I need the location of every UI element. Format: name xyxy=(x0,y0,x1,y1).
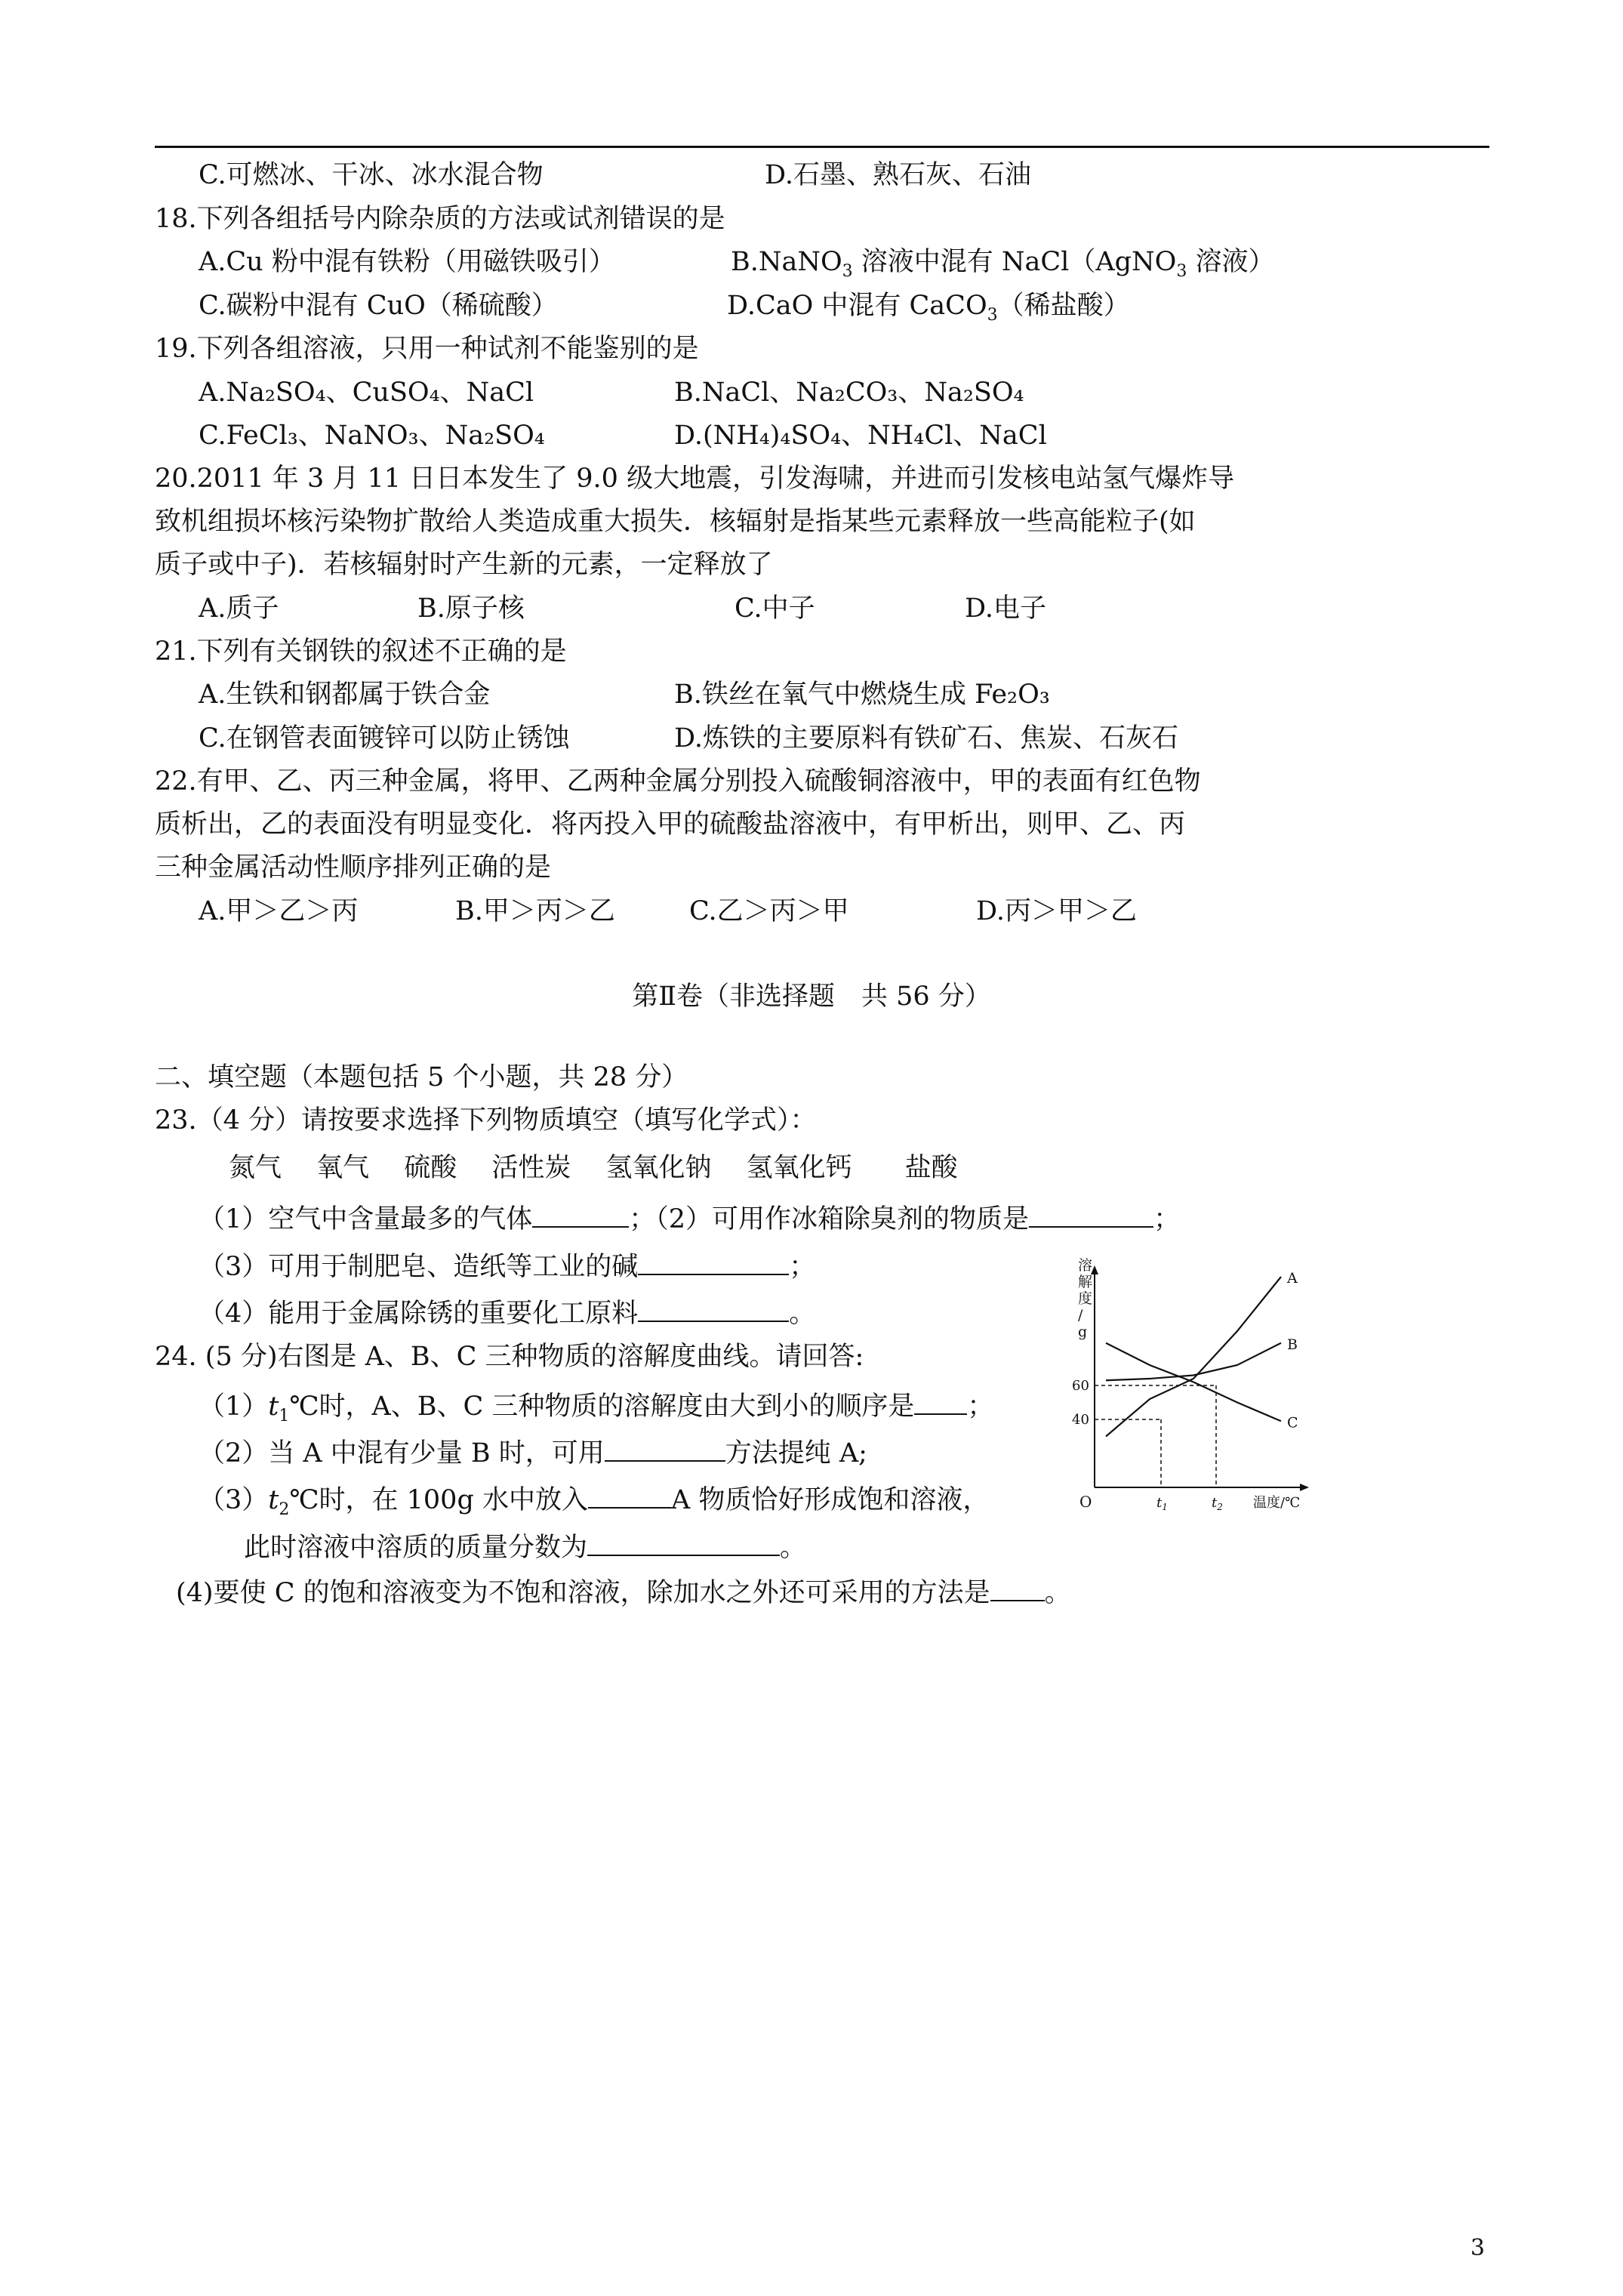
q18-option-a: A.Cu 粉中混有铁粉（用磁铁吸引） xyxy=(199,247,615,277)
q24-sub2: （2）当 A 中混有少量 B 时，可用 方法提纯 A; xyxy=(199,1435,867,1470)
solubility-chart xyxy=(1072,1253,1313,1510)
answer-blank[interactable] xyxy=(587,1529,780,1556)
q19-option-c: C.FeCl₃、NaNO₃、Na₂SO₄ xyxy=(199,421,545,451)
q20-option-d: D.电子 xyxy=(965,593,1046,624)
q22-line-2: 质析出，乙的表面没有明显变化．将丙投入甲的硫酸盐溶液中，有甲析出，则甲、乙、丙 xyxy=(155,809,1186,840)
y-axis-label-char: g xyxy=(1078,1324,1088,1340)
q18-option-c: C.碳粉中混有 CuO（稀硫酸） xyxy=(199,291,558,321)
q18-stem: 18.下列各组括号内除杂质的方法或试剂错误的是 xyxy=(155,204,725,234)
origin-label: O xyxy=(1079,1493,1092,1510)
y-axis-label-char: 解 xyxy=(1078,1274,1093,1290)
q20-option-c: C.中子 xyxy=(735,593,815,624)
x-tick-label: $t_1$ xyxy=(1156,1495,1168,1510)
q24-sub3: $(3)t_2℃$时，在 100g 水中放入 A 物质恰好形成饱和溶液， xyxy=(199,1481,989,1527)
q19-option-d: D.(NH₄)₄SO₄、NH₄Cl、NaCl xyxy=(674,421,1047,451)
q24-stem: 24. (5 分)右图是 A、B、C 三种物质的溶解度曲线。请回答: xyxy=(155,1342,864,1372)
q23-stem: 23.（4 分）请按要求选择下列物质填空（填写化学式）： xyxy=(155,1105,817,1136)
q23-sub4: （4）能用于金属除锈的重要化工原料 。 xyxy=(199,1295,815,1330)
q22-option-c: C.乙＞丙＞甲 xyxy=(689,896,849,926)
q20-line-3: 质子或中子)．若核辐射时产生新的元素，一定释放了 xyxy=(155,550,773,580)
x-axis-label: 温度/℃ xyxy=(1253,1495,1301,1510)
q20-line-1: 20.2011 年 3 月 11 日日本发生了 9.0 级大地震，引发海啸，并进而引发核电站氢气爆炸导 xyxy=(155,464,1235,494)
y-axis-label-char: / xyxy=(1078,1307,1083,1324)
q22-option-a: A.甲＞乙＞丙 xyxy=(199,896,359,926)
series-label-c: C xyxy=(1287,1414,1298,1432)
q18-option-b: B.NaNO$_3$ 溶液中混有 NaCl（AgNO$_3$ 溶液） xyxy=(731,247,1275,281)
q24-sub1: $(1)t_1℃$时，A、B、C 三种物质的溶解度由大到小的顺序是 ； xyxy=(199,1388,993,1433)
part2-title: 二、填空题（本题包括 5 个小题，共 28 分） xyxy=(155,1062,688,1093)
y-axis-label-char: 溶 xyxy=(1078,1257,1093,1274)
y-tick-label: 60 xyxy=(1072,1378,1089,1394)
answer-blank[interactable] xyxy=(638,1248,789,1275)
q21-stem: 21.下列有关钢铁的叙述不正确的是 xyxy=(155,636,567,667)
q22-option-b: B.甲＞丙＞乙 xyxy=(455,896,615,926)
series-line-c xyxy=(1106,1343,1281,1422)
q20-option-a: A.质子 xyxy=(199,593,279,624)
q19-option-b: B.NaCl、Na₂CO₃、Na₂SO₄ xyxy=(674,378,1024,408)
q17-option-c: C.可燃冰、干冰、冰水混合物 xyxy=(199,160,544,190)
q23-sub1: （1）空气中含量最多的气体 ；（2）可用作冰箱除臭剂的物质是 ； xyxy=(199,1200,1180,1236)
q19-stem: 19.下列各组溶液，只用一种试剂不能鉴别的是 xyxy=(155,334,699,364)
series-label-a: A xyxy=(1287,1270,1298,1287)
q20-option-b: B.原子核 xyxy=(417,593,525,624)
header-rule xyxy=(155,146,1489,148)
q20-line-2: 致机组损坏核污染物扩散给人类造成重大损失．核辐射是指某些元素释放一些高能粒子(如 xyxy=(155,507,1196,537)
q21-option-b: B.铁丝在氧气中燃烧生成 Fe₂O₃ xyxy=(674,680,1050,710)
page-number: 3 xyxy=(1470,2235,1485,2261)
q21-option-d: D.炼铁的主要原料有铁矿石、焦炭、石灰石 xyxy=(674,723,1178,754)
q18-option-d: D.CaO 中混有 CaCO$_3$（稀盐酸） xyxy=(727,291,1130,325)
q22-line-3: 三种金属活动性顺序排列正确的是 xyxy=(155,852,552,883)
q24-sub4: (4)要使 C 的饱和溶液变为不饱和溶液，除加水之外还可采用的方法是 。 xyxy=(176,1574,1071,1610)
y-axis-label-char: 度 xyxy=(1078,1290,1093,1307)
q17-option-d: D.石墨、熟石灰、石油 xyxy=(765,160,1031,190)
y-tick-label: 40 xyxy=(1072,1412,1089,1428)
q21-option-a: A.生铁和钢都属于铁合金 xyxy=(199,680,491,710)
q22-line-1: 22.有甲、乙、丙三种金属，将甲、乙两种金属分别投入硫酸铜溶液中，甲的表面有红色物 xyxy=(155,766,1201,797)
q23-sub3: （3）可用于制肥皂、造纸等工业的碱 ； xyxy=(199,1248,815,1284)
section-title: 第Ⅱ卷（非选择题 共 56 分） xyxy=(632,982,991,1012)
answer-blank[interactable] xyxy=(914,1388,967,1415)
series-label-b: B xyxy=(1287,1336,1298,1353)
x-axis-arrow xyxy=(1300,1484,1309,1491)
series-line-b xyxy=(1106,1343,1281,1381)
q22-option-d: D.丙＞甲＞乙 xyxy=(976,896,1137,926)
answer-blank[interactable] xyxy=(638,1295,789,1322)
answer-blank[interactable] xyxy=(532,1200,629,1228)
q23-substances: 氮气 氧气 硫酸 活性炭 氢氧化钠 氢氧化钙 盐酸 xyxy=(229,1153,958,1183)
x-tick-label: $t_2$ xyxy=(1212,1495,1223,1510)
q24-sub3-cont: 此时溶液中溶质的质量分数为 。 xyxy=(244,1529,806,1564)
answer-blank[interactable] xyxy=(1029,1200,1153,1228)
answer-blank[interactable] xyxy=(990,1574,1045,1601)
q19-option-a: A.Na₂SO₄、CuSO₄、NaCl xyxy=(199,378,534,408)
answer-blank[interactable] xyxy=(588,1481,671,1509)
q21-option-c: C.在钢管表面镀锌可以防止锈蚀 xyxy=(199,723,570,754)
answer-blank[interactable] xyxy=(605,1435,725,1462)
